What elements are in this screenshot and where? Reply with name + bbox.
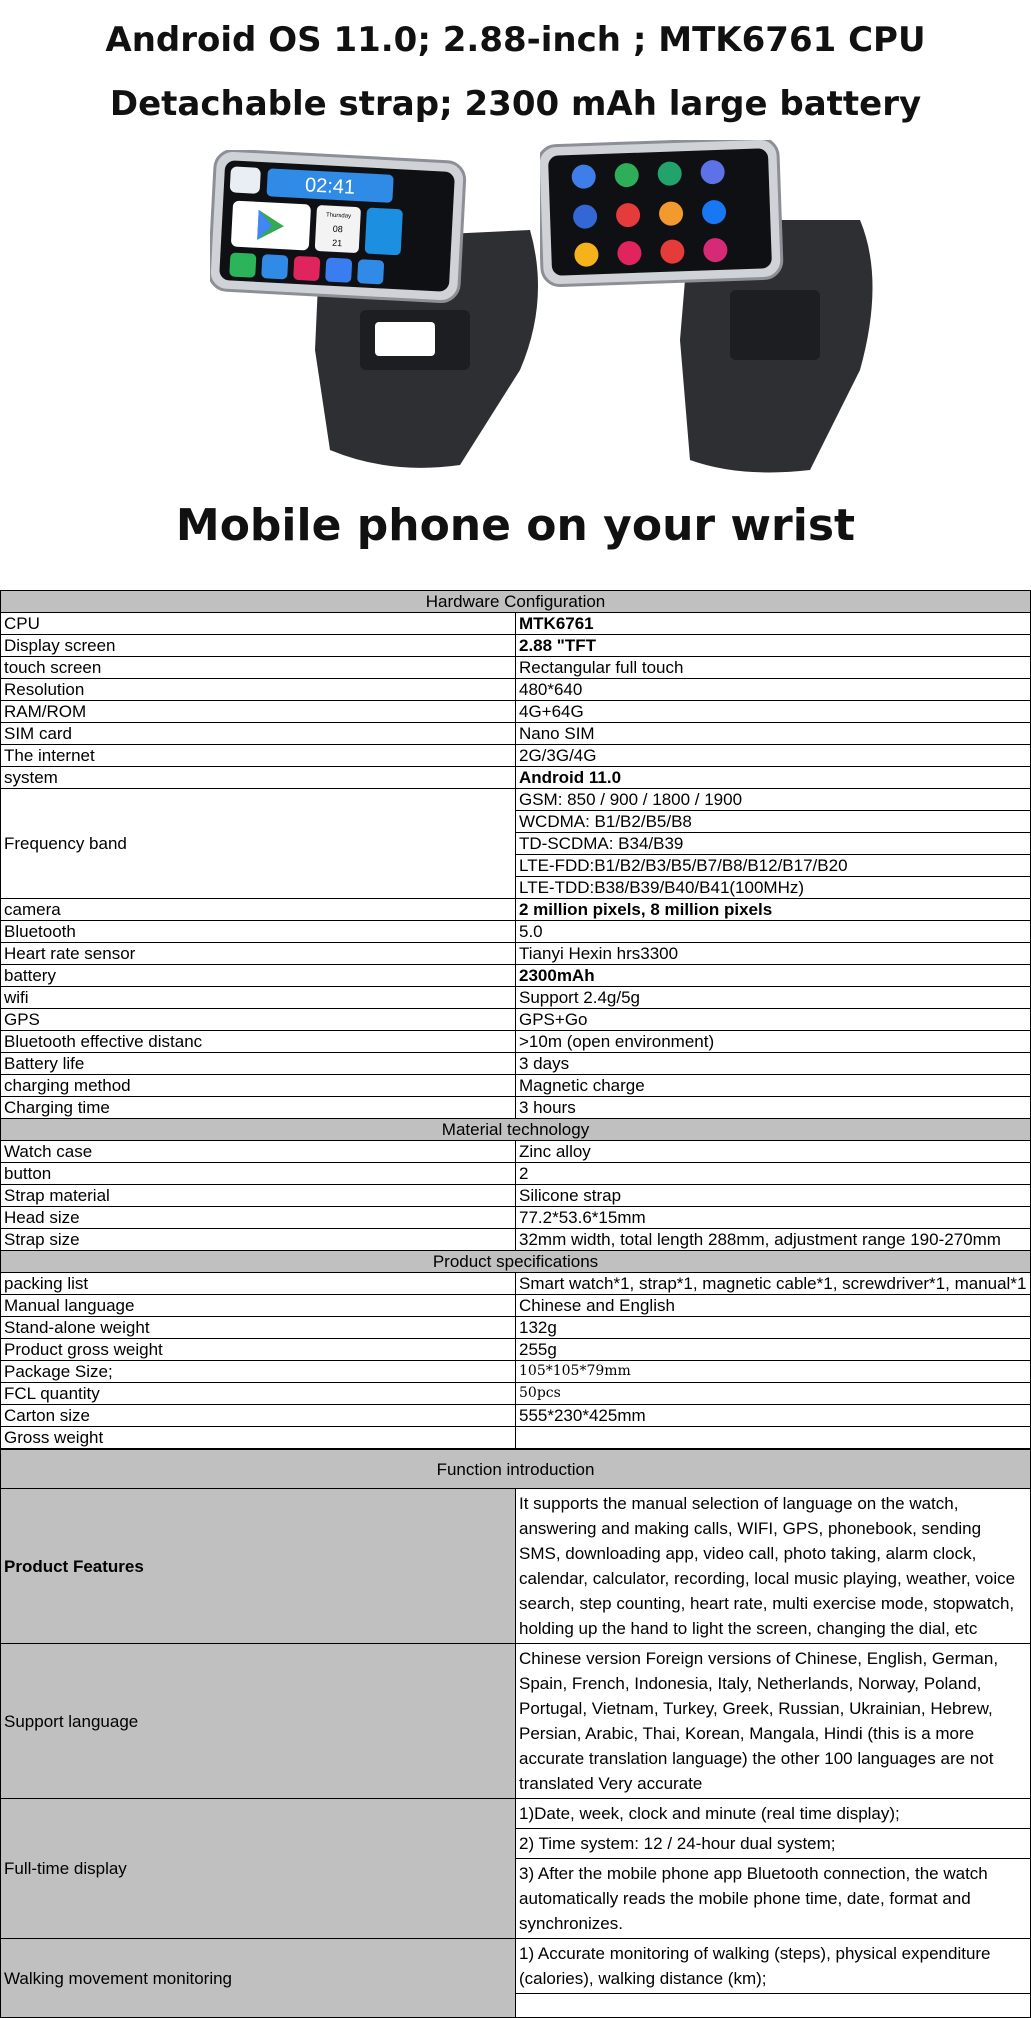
spec-key: Manual language: [1, 1295, 516, 1317]
spec-key: wifi: [1, 987, 516, 1009]
spec-key: Bluetooth effective distanc: [1, 1031, 516, 1053]
spec-key: Carton size: [1, 1405, 516, 1427]
spec-row: [1, 657, 1031, 679]
spec-row: [1, 679, 1031, 701]
spec-value: 4G+64G: [516, 701, 1031, 723]
spec-key: Strap size: [1, 1229, 516, 1251]
spec-key: system: [1, 767, 516, 789]
spec-value: WCDMA: B1/B2/B5/B8: [516, 811, 1031, 833]
svg-text:21: 21: [331, 237, 343, 249]
spec-key: Frequency band: [1, 789, 516, 899]
spec-value: Magnetic charge: [516, 1075, 1031, 1097]
spec-row: [1, 1427, 1031, 1449]
spec-key: Watch case: [1, 1141, 516, 1163]
spec-row: [1, 943, 1031, 965]
spec-row: [1, 987, 1031, 1009]
function-row: [1, 1799, 1031, 1829]
banner-tagline: Mobile phone on your wrist: [175, 500, 856, 551]
spec-value: LTE-FDD:B1/B2/B3/B5/B7/B8/B12/B17/B20: [516, 855, 1031, 877]
spec-value: >10m (open environment): [516, 1031, 1031, 1053]
spec-key: Resolution: [1, 679, 516, 701]
spec-key: Heart rate sensor: [1, 943, 516, 965]
section-function-title: Function introduction: [1, 1450, 1031, 1489]
section-product-title: Product specifications: [1, 1251, 1031, 1273]
spec-value: 555*230*425mm: [516, 1405, 1031, 1427]
function-table: [0, 1449, 1031, 2018]
spec-row: [1, 789, 1031, 811]
spec-key: touch screen: [1, 657, 516, 679]
spec-value: 32mm width, total length 288mm, adjustment range 190-270mm: [516, 1229, 1031, 1251]
section-hardware-title: Hardware Configuration: [1, 591, 1031, 613]
spec-key: RAM/ROM: [1, 701, 516, 723]
spec-row: [1, 745, 1031, 767]
spec-value: Nano SIM: [516, 723, 1031, 745]
banner-headline-2: Detachable strap; 2300 mAh large battery: [109, 84, 922, 124]
spec-value: 132g: [516, 1317, 1031, 1339]
spec-key: Package Size;: [1, 1361, 516, 1383]
spec-value: 2 million pixels, 8 million pixels: [516, 899, 1031, 921]
section-material-title: Material technology: [1, 1119, 1031, 1141]
spec-row: [1, 1295, 1031, 1317]
spec-value: TD-SCDMA: B34/B39: [516, 833, 1031, 855]
spec-row: [1, 1229, 1031, 1251]
spec-row: [1, 701, 1031, 723]
watch-image-left: [210, 150, 540, 470]
spec-value: 77.2*53.6*15mm: [516, 1207, 1031, 1229]
spec-value: GPS+Go: [516, 1009, 1031, 1031]
spec-key: Charging time: [1, 1097, 516, 1119]
spec-key: Head size: [1, 1207, 516, 1229]
function-row: [1, 1939, 1031, 1994]
spec-row: [1, 1053, 1031, 1075]
spec-key: Display screen: [1, 635, 516, 657]
spec-value: 50pcs: [516, 1383, 1031, 1405]
spec-key: The internet: [1, 745, 516, 767]
spec-value: Tianyi Hexin hrs3300: [516, 943, 1031, 965]
product-banner: [0, 0, 1031, 590]
spec-row: [1, 1383, 1031, 1405]
spec-value: Chinese and English: [516, 1295, 1031, 1317]
spec-row: [1, 921, 1031, 943]
spec-value: 480*640: [516, 679, 1031, 701]
spec-row: [1, 1361, 1031, 1383]
spec-key: battery: [1, 965, 516, 987]
spec-row: [1, 1273, 1031, 1295]
spec-key: SIM card: [1, 723, 516, 745]
spec-key: FCL quantity: [1, 1383, 516, 1405]
spec-row: [1, 767, 1031, 789]
spec-key: Battery life: [1, 1053, 516, 1075]
watch-time: 02:41: [304, 174, 356, 199]
function-key: Walking movement monitoring: [1, 1939, 516, 2018]
function-value: It supports the manual selection of language on the watch, answering and making calls, WIFI, GPS, phonebook, sending SMS, downloading app, video call, photo taking, alarm clock, calendar, calculator, recording, local music playing, weather, voice search, step counting, heart rate, multi exercise mode, stopwatch, holding up the hand to light the screen, changing the dial, etc: [516, 1489, 1031, 1644]
function-key: Support language: [1, 1644, 516, 1799]
spec-key: GPS: [1, 1009, 516, 1031]
function-value: 1) Accurate monitoring of walking (steps), physical expenditure (calories), walking distance (km);: [516, 1939, 1031, 1994]
spec-value: 5.0: [516, 921, 1031, 943]
spec-value: 3 days: [516, 1053, 1031, 1075]
spec-value: GSM: 850 / 900 / 1800 / 1900: [516, 789, 1031, 811]
spec-row: [1, 1031, 1031, 1053]
svg-text:08: 08: [332, 223, 344, 235]
spec-key: button: [1, 1163, 516, 1185]
spec-row: [1, 899, 1031, 921]
spec-value: Zinc alloy: [516, 1141, 1031, 1163]
spec-value: MTK6761: [516, 613, 1031, 635]
spec-value: LTE-TDD:B38/B39/B40/B41(100MHz): [516, 877, 1031, 899]
spec-value: 2: [516, 1163, 1031, 1185]
function-value: 1)Date, week, clock and minute (real time display);: [516, 1799, 1031, 1829]
spec-value: Support 2.4g/5g: [516, 987, 1031, 1009]
spec-row: [1, 635, 1031, 657]
spec-row: [1, 723, 1031, 745]
spec-key: Strap material: [1, 1185, 516, 1207]
spec-row: [1, 1097, 1031, 1119]
function-row: [1, 1489, 1031, 1644]
spec-value: 105*105*79mm: [516, 1361, 1031, 1383]
spec-key: CPU: [1, 613, 516, 635]
function-key: Full-time display: [1, 1799, 516, 1939]
spec-key: camera: [1, 899, 516, 921]
spec-row: [1, 1141, 1031, 1163]
spec-row: [1, 1317, 1031, 1339]
spec-table: [0, 590, 1031, 1449]
spec-value: Android 11.0: [516, 767, 1031, 789]
spec-value: 2300mAh: [516, 965, 1031, 987]
function-row: [1, 1644, 1031, 1799]
function-key: Product Features: [1, 1489, 516, 1644]
function-value: 3) After the mobile phone app Bluetooth connection, the watch automatically reads the mobile phone time, date, format and synchronizes.: [516, 1859, 1031, 1939]
spec-key: Bluetooth: [1, 921, 516, 943]
spec-key: charging method: [1, 1075, 516, 1097]
spec-key: packing list: [1, 1273, 516, 1295]
spec-row: [1, 1185, 1031, 1207]
spec-row: [1, 1207, 1031, 1229]
spec-value: Rectangular full touch: [516, 657, 1031, 679]
function-value: 2) Time system: 12 / 24-hour dual system;: [516, 1829, 1031, 1859]
watch-image-right: [540, 140, 880, 480]
svg-text:Thursday: Thursday: [325, 212, 352, 220]
spec-key: Gross weight: [1, 1427, 516, 1449]
spec-value: 2G/3G/4G: [516, 745, 1031, 767]
spec-key: Stand-alone weight: [1, 1317, 516, 1339]
spec-value: Silicone strap: [516, 1185, 1031, 1207]
spec-value: 255g: [516, 1339, 1031, 1361]
spec-value: [516, 1427, 1031, 1449]
spec-row: [1, 1405, 1031, 1427]
spec-row: [1, 613, 1031, 635]
spec-value: Smart watch*1, strap*1, magnetic cable*1, screwdriver*1, manual*1: [516, 1273, 1031, 1295]
spec-row: [1, 1075, 1031, 1097]
spec-row: [1, 1009, 1031, 1031]
function-value: [516, 1994, 1031, 2018]
spec-row: [1, 1339, 1031, 1361]
spec-value: 2.88 "TFT: [516, 635, 1031, 657]
spec-row: [1, 965, 1031, 987]
spec-row: [1, 1163, 1031, 1185]
spec-key: Product gross weight: [1, 1339, 516, 1361]
banner-headline-1: Android OS 11.0; 2.88-inch ; MTK6761 CPU: [105, 20, 926, 60]
function-value: Chinese version Foreign versions of Chinese, English, German, Spain, French, Indonesia, Italy, Netherlands, Norway, Poland, Portugal, Vietnam, Turkey, Greek, Russian, Ukrainian, Hebrew, Persian, Arabic, Thai, Korean, Mangala, Hindi (this is a more accurate translation language) the other 100 languages are not translated Very accurate: [516, 1644, 1031, 1799]
spec-value: 3 hours: [516, 1097, 1031, 1119]
